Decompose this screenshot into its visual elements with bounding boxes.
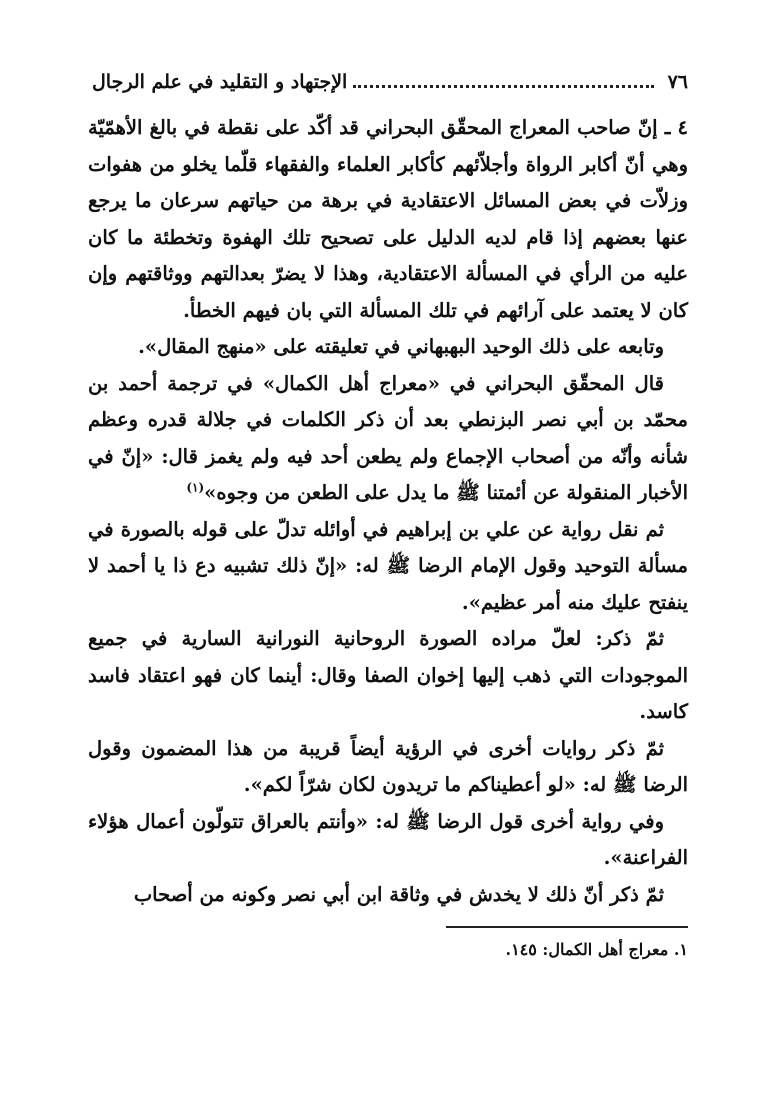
page-number: ٧٦ [667,71,688,93]
paragraph-ali-ibn-ibrahim: ثم نقل رواية عن علي بن إبراهيم في أوائله تدلّ على قوله بالصورة في مسألة التوحيد وقول الإمام الرضا ﷺ له: «إنّ ذلك تشبيه دع ذا يا أحمد لا ينفتح عليك منه أمر عظيم». [88,517,688,614]
main-text [88,110,688,913]
running-header [92,62,688,102]
paragraph-other-narrations: ثمّ ذكر روايات أخرى في الرؤية أيضاً قريبة من هذا المضمون وقول الرضا ﷺ له: «لو أعطيناكم ما تريدون لكان شرّاً لكم». [88,736,688,796]
paragraph-wahid-behbahani: وتابعه على ذلك الوحيد البهبهاني في تعليقته على «منهج المقال». [138,335,664,358]
footnote-1: ١. معراج أهل الكمال: ١٤٥. [505,940,688,959]
footnote-separator [446,926,688,928]
dotted-leader [353,85,653,88]
paragraph-point-4: ٤ ـ إنّ صاحب المعراج المحقّق البحراني قد أكّد على نقطة في بالغ الأهمّيّة وهي أنّ أكابر الرواة وأجلاّئهم كأكابر العلماء والفقهاء قلّما يخلو من هفوات وزلاّت في بعض المسائل الاعتقادية في برهة من حياتهم سرعان ما يرجع عنها بعضهم إذا قام لديه الدليل على تصحيح تلك الهفوة وتخطئة ما كان عليه من الرأي في المسألة الاعتقادية، وهذا لا يضرّ بعدالتهم ووثاقتهم وإن كان لا يعتمد على آرائهم في تلك المسألة التي بان فيهم الخطأ. [88,116,688,322]
paragraph-bahrani-quote [88,366,688,512]
paragraph-another-narration: وفي رواية أخرى قول الرضا ﷺ له: «وأنتم بالعراق تتولّون أعمال هؤلاء الفراعنة». [88,809,688,869]
footnote-reference[interactable]: (١) [186,480,205,495]
paragraph-bahrani-quote-text: قال المحقّق البحراني في «معراج أهل الكمال» في ترجمة أحمد بن محمّد بن أبي نصر البزنطي بعد أن ذكر الكلمات في جلالة قدره وعظم شأنه وأنّه من أصحاب الإجماع ولم يطعن أحد فيه ولم يغمز قال: «إنّ في الأخبار المنقولة عن أئمتنا ﷺ ما يدل على الطعن من وجوه» [88,371,688,504]
paragraph-spiritual-image: ثمّ ذكر: لعلّ مراده الصورة الروحانية النورانية السارية في جميع الموجودات التي ذهب إليها إخوان الصفا وقال: أينما كان فهو اعتقاد فاسد كاسد. [88,627,688,723]
running-title: الإجتهاد و التقليد في علم الرجال [92,71,348,93]
paragraph-closing: ثمّ ذكر أنّ ذلك لا يخدش في وثاقة ابن أبي نصر وكونه من أصحاب [133,882,664,906]
